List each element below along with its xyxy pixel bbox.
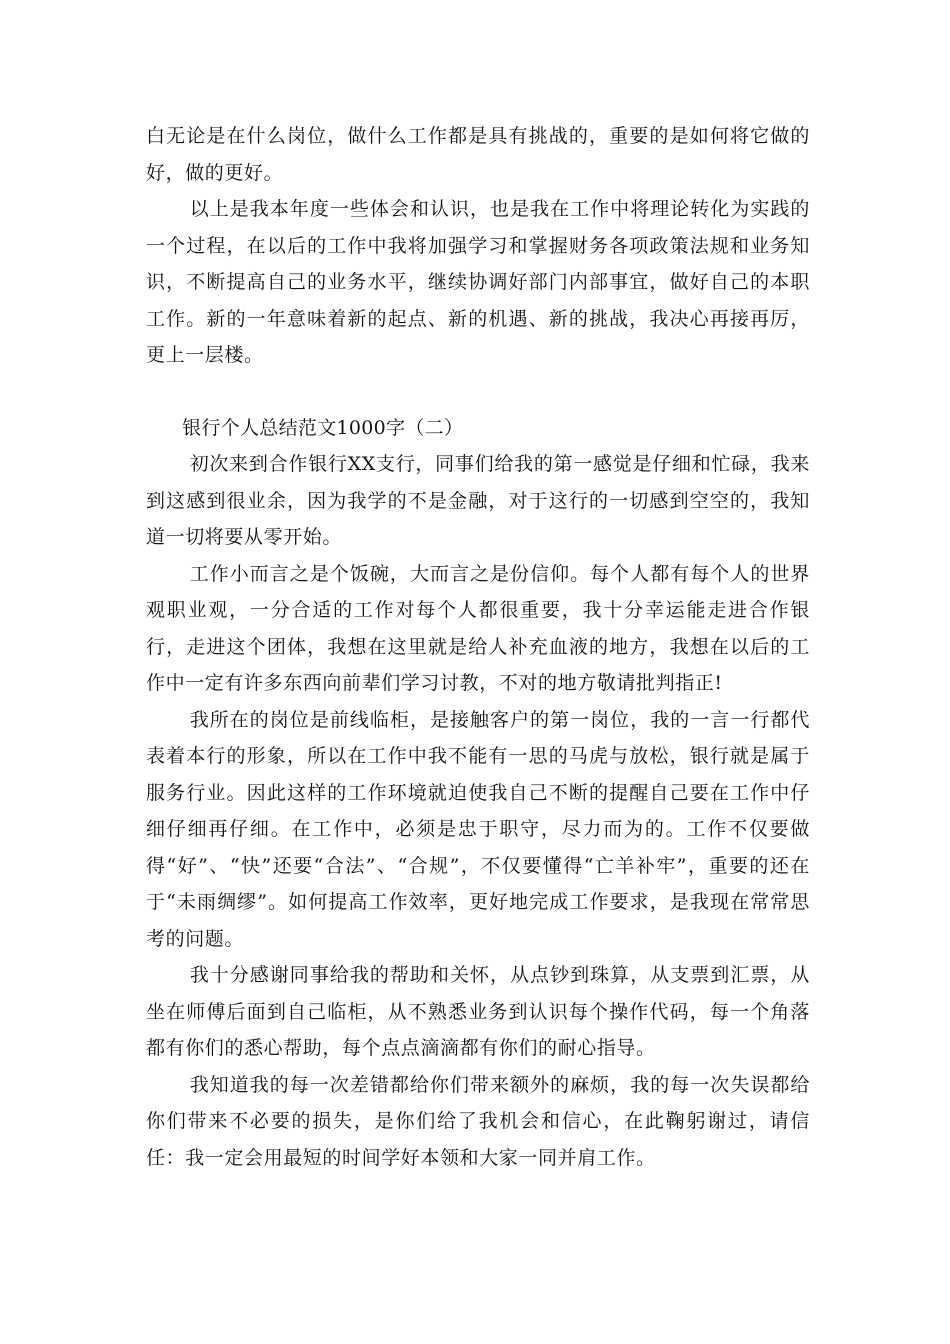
paragraph-intro: 初次来到合作银行XX支行，同事们给我的第一感觉是仔细和忙碌，我来到这感到很业余，因为我学的不是金融，对于这行的一切感到空空的，我知道一切将要从零开始。 [146, 453, 810, 548]
section-title: 银行个人总结范文1000字（二） [182, 416, 464, 439]
paragraph-front-counter: 我所在的岗位是前线临柜，是接触客户的第一岗位，我的一言一行都代表着本行的形象，所以在工作中我不能有一思的马虎与放松，银行就是属于服务行业。因此这样的工作环境就迫使我自己不断的提醒自己要在工作中仔细仔细再仔细。在工作中，必须是忠于职守，尽力而为的。工作不仅要做得“好”、“快”还要“合法”、“合规”，不仅要懂得“亡羊补牢”，重要的还在于“未雨绸缪”。如何提高工作效率，更好地完成工作要求，是我现在常常思考的问题。 [146, 708, 810, 950]
document-body [146, 118, 810, 1176]
paragraph-commitment: 我知道我的每一次差错都给你们带来额外的麻烦，我的每一次失误都给你们带来不必要的损失，是你们给了我机会和信心，在此鞠躬谢过，请信任：我一定会用最短的时间学好本领和大家一同并肩工作。 [146, 1073, 810, 1169]
section-spacer [146, 374, 810, 410]
paragraph-continuation: 白无论是在什么岗位，做什么工作都是具有挑战的，重要的是如何将它做的好，做的更好。 [146, 125, 810, 184]
paragraph-thanks: 我十分感谢同事给我的帮助和关怀，从点钞到珠算，从支票到汇票，从坐在师傅后面到自己临柜，从不熟悉业务到认识每个操作代码，每一个角落都有你们的悉心帮助，每个点点滴滴都有你们的耐心指导。 [146, 964, 810, 1059]
paragraph-work-belief: 工作小而言之是个饭碗，大而言之是份信仰。每个人都有每个人的世界观职业观，一分合适的工作对每个人都很重要，我十分幸运能走进合作银行，走进这个团体，我想在这里就是给人补充血液的地方，我想在以后的工作中一定有许多东西向前辈们学习讨教，不对的地方敬请批判指正! [146, 562, 810, 694]
paragraph-summary: 以上是我本年度一些体会和认识，也是我在工作中将理论转化为实践的一个过程，在以后的工作中我将加强学习和掌握财务各项政策法规和业务知识，不断提高自己的业务水平，继续协调好部门内部事宜，做好自己的本职工作。新的一年意味着新的起点、新的机遇、新的挑战，我决心再接再厉，更上一层楼。 [146, 198, 810, 366]
